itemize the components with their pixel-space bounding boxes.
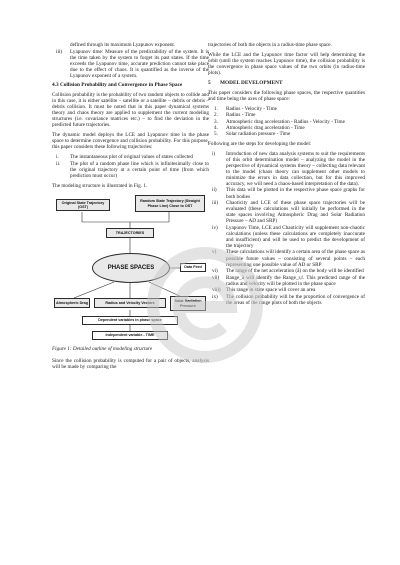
paragraph: Collision probability is the probability of two random objects to collide and in this case, it is either satellite – satellite or a satellite – debris or debris – debris collision. It must be noted that in this paper dynamical systems theory and chaos theory are applied to supplement the current modeling structures (i.e. covariance matrices etc.) – to find the deviation in the predicted future trajectories. [52, 91, 209, 129]
data-feed-box: Data Feed [180, 263, 206, 272]
list-item: i. The instantaneous plot of original values of states collected [56, 154, 194, 161]
dependent-variables-box: Dependent variables in phase space [82, 316, 178, 325]
right-column [208, 42, 365, 310]
modeling-structure-figure [54, 193, 207, 343]
paragraph: Since the collision probability is computed for a pair of objects, analysis will be made by comparing the [52, 358, 209, 371]
independent-variable-box: Independent variable - TIME [92, 331, 168, 340]
left-column [52, 42, 209, 374]
paragraph: The dynamic model deploys the LCE and Lyapunov time in the phase space to determine convergence and collision probability. For this purpose, this paper considers these following trajectories: [52, 132, 209, 151]
solar-radiation-box: Solar Radiation Pressure [170, 296, 206, 311]
atmospheric-drag-box: Atmospheric Drag [54, 298, 90, 308]
random-state-trajectory-box: Random State Trajectory (Straight Phase Line) Close to OST [135, 195, 205, 212]
list-item: vii) Range_ȧ will identify the Range_r,ṙ. This predicted range of the radius and velocity will be plotted in the phase space [212, 274, 365, 287]
list-item: defined through its maximum Lyapunov exponent. [70, 42, 176, 48]
phase-space-list [208, 106, 365, 136]
top-list [52, 42, 209, 79]
radius-velocity-box: Radius and Velocity Vectors [94, 298, 166, 308]
paragraph: This paper considers the following phase spaces, the respective quantities and time being the axes of phase space: [208, 90, 365, 103]
paragraph: The modeling structure is illustrated in Fig. 1. [52, 182, 148, 189]
list-item: 2. Radius - Time [214, 112, 256, 119]
figure-caption: Figure 1: Detailed outline of modeling structure [52, 346, 153, 353]
list-item: 3. Atmospheric drag acceleration - Radius - Velocity - Time [214, 118, 345, 125]
list-item: ii) This data will be plotted in the respective phase space graphs for both bodies [212, 187, 365, 200]
list-item: 4. Atmospheric drag acceleration - Time [214, 124, 305, 131]
list-item: iii) Lyapunov time: Measure of the predictability of the system. It is the time taken by the system to forget its past states. If the time exceeds the Lyapunov time, accurate prediction cannot take place due to the effect of chaos. It is quantified as the inverse of the Lyapunov exponent of a system. [56, 48, 209, 79]
trajectories-box: TRAJECTORIES [106, 228, 154, 238]
list-item: vi) The range of the net acceleration (â) on the body will be identified [212, 268, 364, 275]
trajectory-list [52, 154, 209, 179]
paragraph: trajectories of both the objects in a radius-time phase space. [208, 42, 332, 48]
list-item: ii. The plot of a random phase line which is infinitesimally close to the original trajectory at a certain point of time (from which prediction must occur) [56, 160, 209, 179]
list-item: 5. Solar radiation pressure - Time [214, 130, 291, 137]
list-item: ix) The collision probability will be the proportion of convergence of the areas of the range plots of both the objects [212, 293, 365, 306]
paragraph: Following are the steps for developing the model: [208, 140, 312, 147]
section-heading-5: 5 MODEL DEVELOPMENT [208, 80, 283, 87]
list-item: i) Introduction of new data analysis systems to suit the requirements of this orbit determination model – analyzing the model in the perspective of dynamical systems theory – collecting data relevant to the model (chaos theory can supplement other models to minimize the errors in data collection, but for this improved accuracy, we will need a chaos-based interpretation of the data). [212, 150, 365, 187]
model-steps-list [208, 151, 365, 306]
list-item: v) These calculations will identify a certain area of the phase space as possible future values – consisting of several points – each representing one possible value of AD or SRP [212, 249, 365, 268]
list-item: iv) Lyapunov Time, LCE and Chaoticity will supplement non-chaotic calculations (unless these calculations are completely inaccurate and insufficient) and will be used to predict the development of the trajectory [212, 224, 365, 249]
original-state-trajectory-box: Original State Trajectory (OST) [56, 199, 110, 211]
paragraph: While the LCE and the Lyapunov time factor will help determining the orbit (until the system reaches Lyapunov time), the collision probability is the convergence in phase space values of the two orbits (in radius-time plots). [208, 52, 365, 77]
section-heading-4-3: 4.3 Collision Probability and Convergence in Phase Space [52, 81, 183, 88]
list-item: 1. Radius - Velocity - Time [214, 106, 277, 113]
list-item: iii) Chaoticity and LCE of these phase space trajectories will be evaluated (these calculations will initially be performed in the state spaces involving Atmospheric Drag and Solar Radiation Pressure – AD and SRP) [212, 200, 365, 225]
phase-spaces-ellipse: PHASE SPACES [92, 253, 170, 283]
list-item: viii) This range in state space will cover an area [212, 287, 316, 294]
